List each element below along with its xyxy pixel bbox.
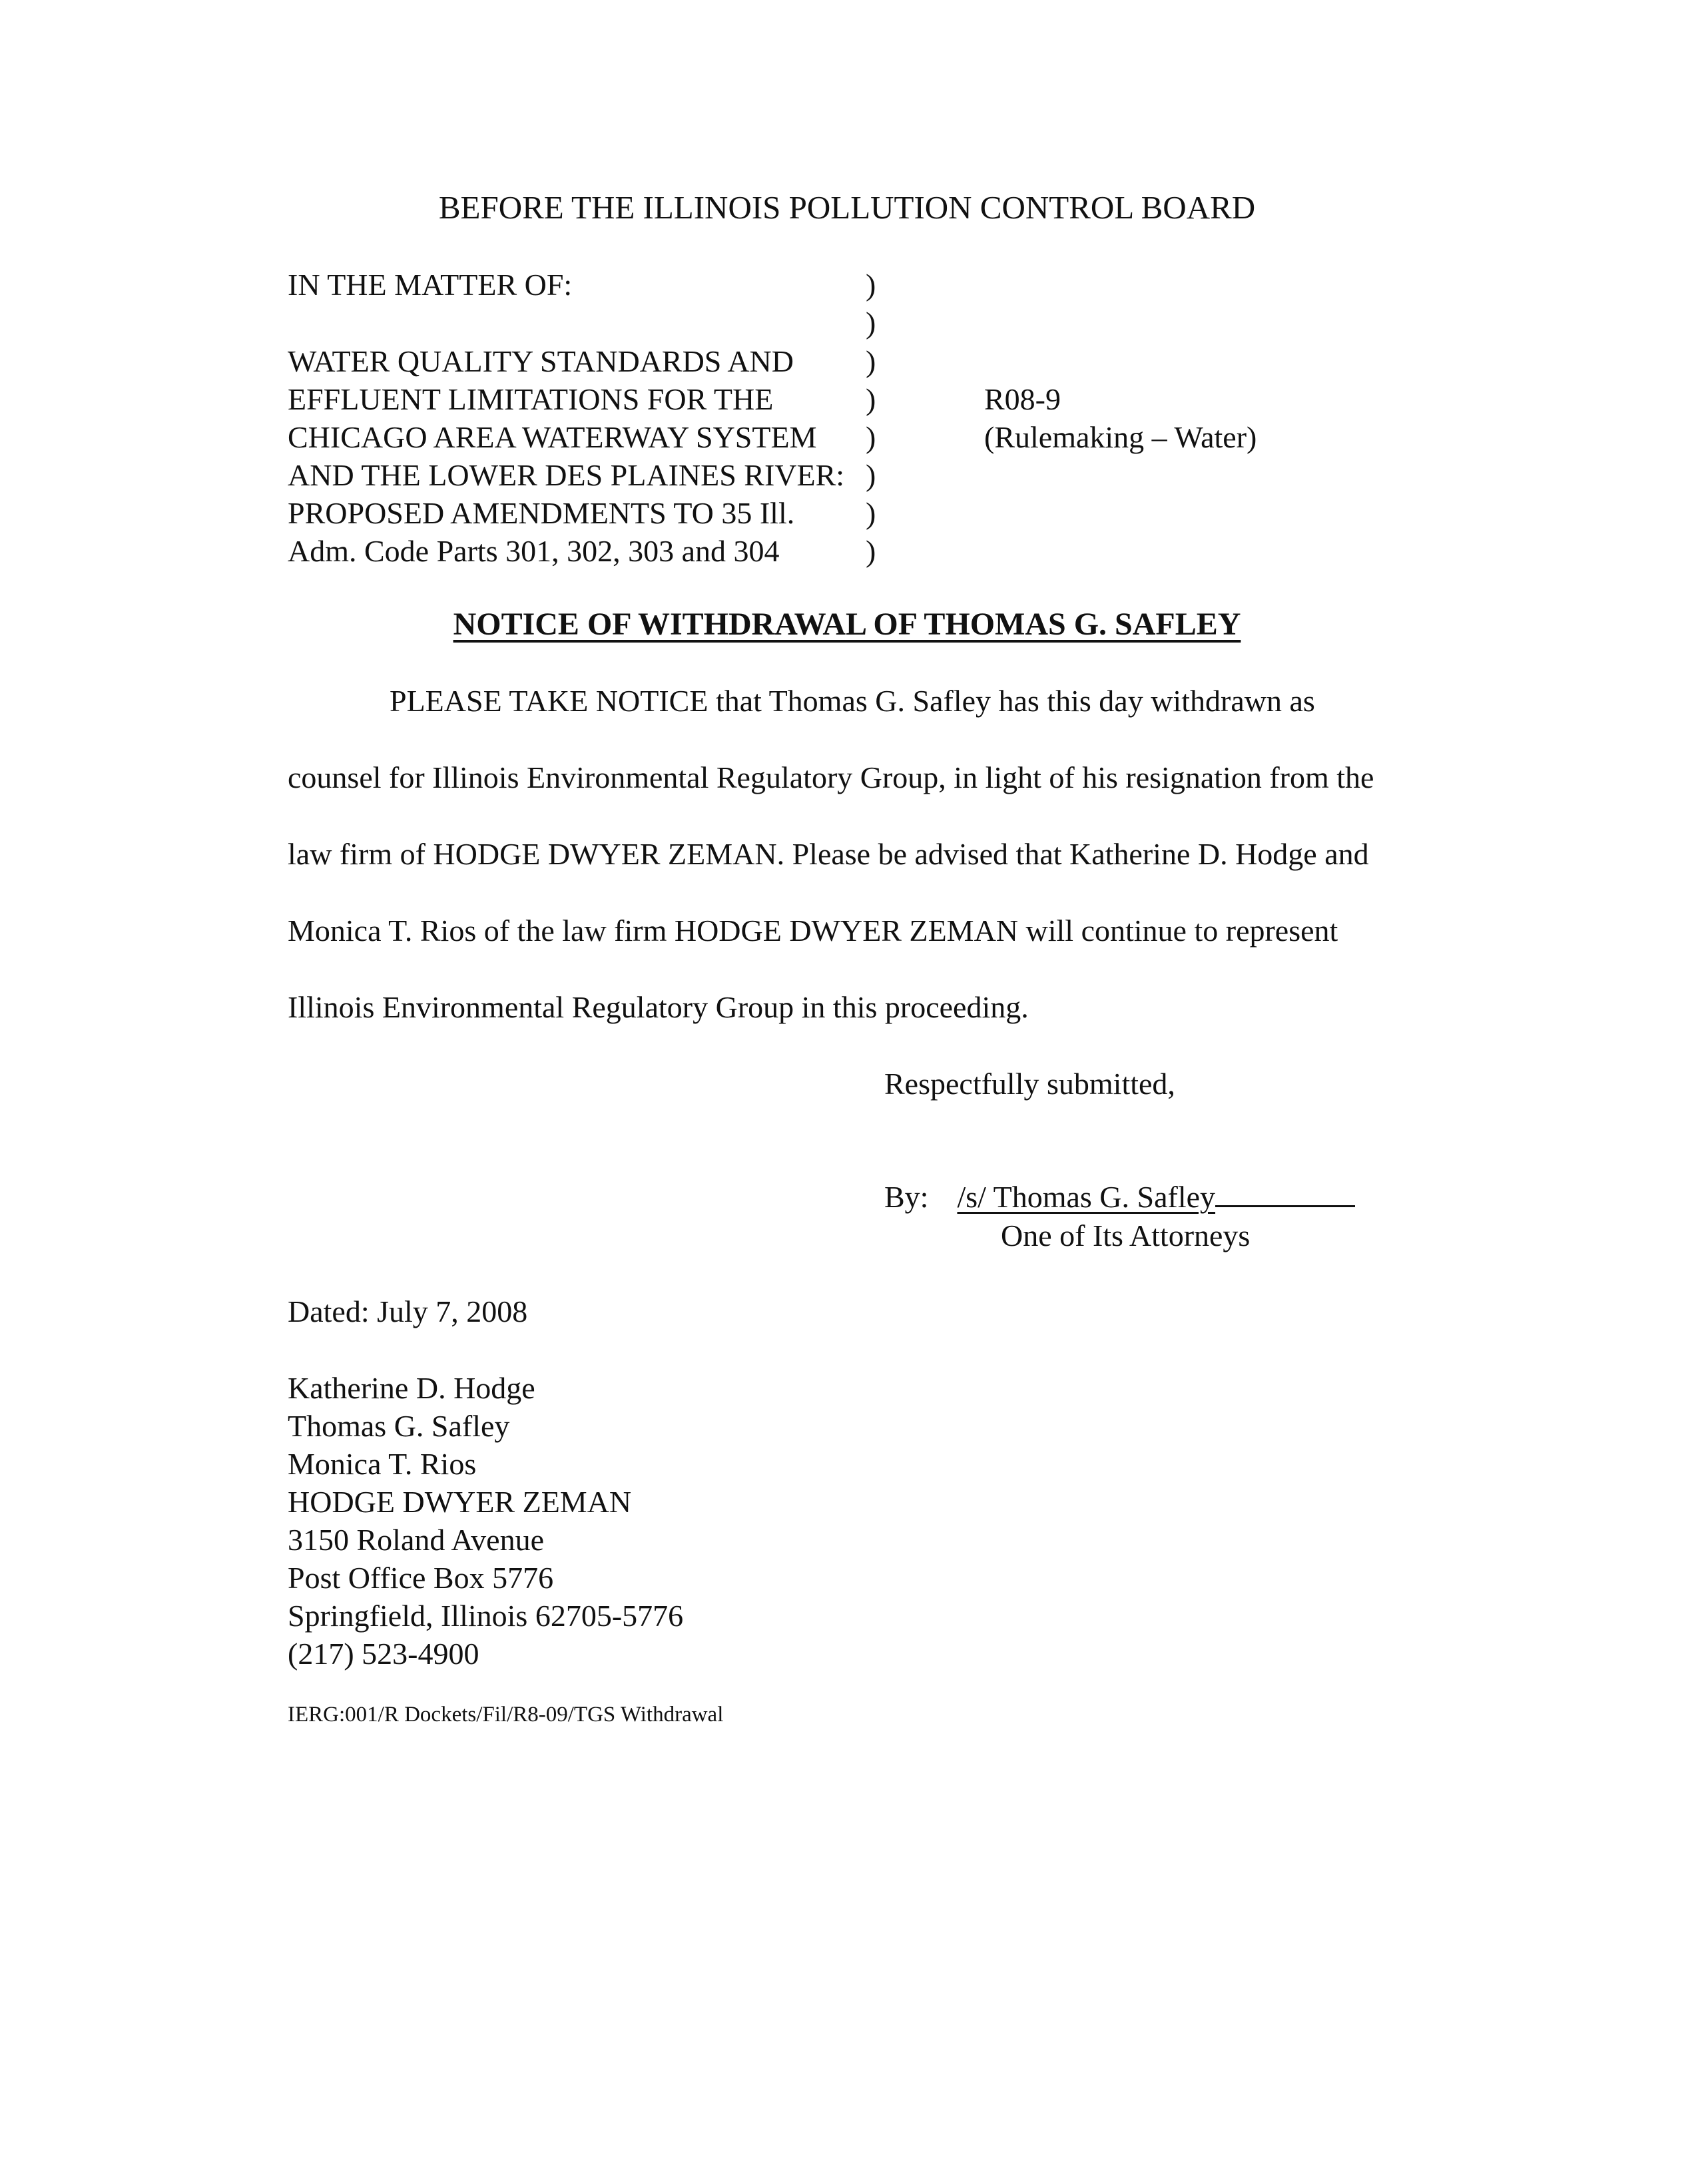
caption-paren: ) [866, 344, 876, 378]
address-line: Springfield, Illinois 62705-5776 [288, 1599, 684, 1633]
caption-paren: ) [866, 496, 876, 530]
caption-paren: ) [866, 458, 876, 492]
caption-paren: ) [866, 268, 876, 302]
board-title: BEFORE THE ILLINOIS POLLUTION CONTROL BOARD [438, 189, 1256, 226]
caption-line: PROPOSED AMENDMENTS TO 35 Ill. [288, 496, 795, 530]
docket-number: R08-9 [984, 382, 1061, 416]
file-reference: IERG:001/R Dockets/Fil/R8-09/TGS Withdrawal [288, 1703, 724, 1727]
address-line: HODGE DWYER ZEMAN [288, 1485, 632, 1519]
caption-paren: ) [866, 420, 876, 454]
caption-matter: IN THE MATTER OF: [288, 268, 573, 302]
caption-line: Adm. Code Parts 301, 302, 303 and 304 [288, 534, 780, 568]
dated: Dated: July 7, 2008 [288, 1294, 528, 1328]
signer-role: One of Its Attorneys [1001, 1219, 1251, 1252]
notice-body-line: Illinois Environmental Regulatory Group in this proceeding. [288, 990, 1029, 1024]
caption-paren: ) [866, 534, 876, 568]
signature-line [884, 1179, 1355, 1216]
notice-body-line: counsel for Illinois Environmental Regulatory Group, in light of his resignation from the [288, 760, 1374, 794]
caption-paren: ) [866, 306, 876, 340]
address-line: 3150 Roland Avenue [288, 1523, 544, 1557]
notice-heading: NOTICE OF WITHDRAWAL OF THOMAS G. SAFLEY [453, 607, 1241, 642]
address-line: Thomas G. Safley [288, 1409, 510, 1443]
address-line: Monica T. Rios [288, 1447, 477, 1481]
e-signature: /s/ Thomas G. Safley [957, 1180, 1216, 1214]
closing: Respectfully submitted, [884, 1067, 1175, 1101]
caption-line: AND THE LOWER DES PLAINES RIVER: [288, 458, 845, 492]
notice-body-line: law firm of HODGE DWYER ZEMAN. Please be advised that Katherine D. Hodge and [288, 837, 1369, 871]
by-label: By: [884, 1180, 929, 1214]
signature-rule [1215, 1185, 1355, 1207]
notice-body-line: Monica T. Rios of the law firm HODGE DWYER ZEMAN will continue to represent [288, 914, 1338, 948]
notice-body-line: PLEASE TAKE NOTICE that Thomas G. Safley has this day withdrawn as [390, 684, 1315, 718]
address-line: (217) 523-4900 [288, 1637, 479, 1671]
address-line: Katherine D. Hodge [288, 1371, 535, 1405]
caption-paren: ) [866, 382, 876, 416]
caption-line: CHICAGO AREA WATERWAY SYSTEM [288, 420, 817, 454]
caption-line: EFFLUENT LIMITATIONS FOR THE [288, 382, 774, 416]
docket-type: (Rulemaking – Water) [984, 420, 1257, 454]
address-line: Post Office Box 5776 [288, 1561, 554, 1595]
caption-line: WATER QUALITY STANDARDS AND [288, 344, 794, 378]
